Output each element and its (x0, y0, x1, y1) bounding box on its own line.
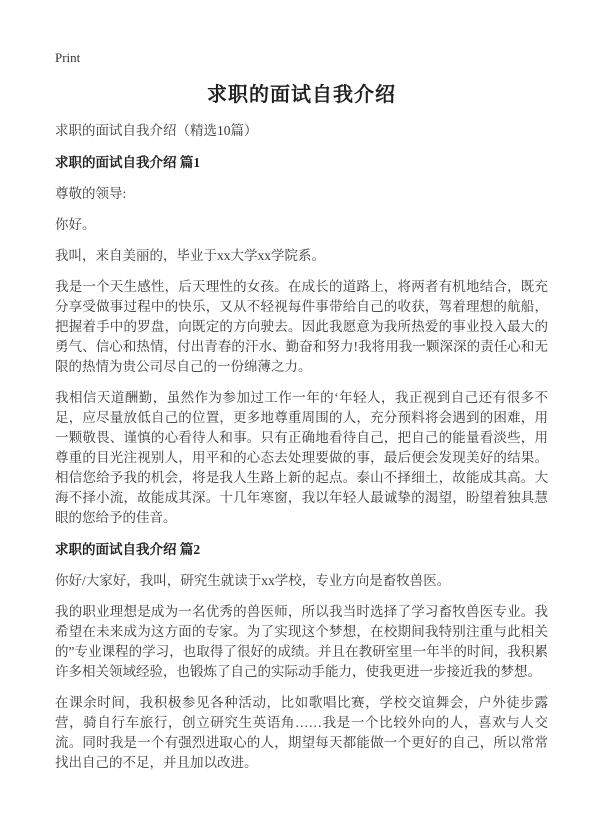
print-link[interactable]: Print (55, 50, 81, 65)
paragraph-salutation: 尊敬的领导: (55, 186, 127, 201)
subtitle: 求职的面试自我介绍（精选10篇） (55, 123, 258, 138)
paragraph-body: 在课余时间，我积极参见各种活动，比如歌唱比赛，学校交谊舞会，户外徒步露营，骑自行车旅行，创立研究生英语角……我是一个比较外向的人，喜欢与人交流。同时我是一个有强烈进取心的人，期望每天都能做一个更好的自己，所以常常找出自己的不足，并且加以改进。 (55, 695, 548, 770)
paragraph-greeting: 你好。 (55, 217, 96, 232)
section-1-heading: 求职的面试自我介绍 篇1 (55, 155, 201, 170)
paragraph-intro: 我叫，来自美丽的，毕业于xx大学xx学院系。 (55, 248, 325, 263)
paragraph-body: 我的职业理想是成为一名优秀的兽医师，所以我当时选择了学习畜牧兽医专业。我希望在未来成为这方面的专家。为了实现这个梦想，在校期间我特别注重与此相关的”专业课程的学习，也取得了很好的成绩。并且在教研室里一年半的时间，我积累许多相关领域经验，也锻炼了自己的实际动手能力，使我更进一步接近我的梦想。 (55, 604, 548, 679)
paragraph-body: 我是一个天生感性，后天理性的女孩。在成长的道路上，将两者有机地结合，既充分享受做事过程中的快乐，又从不轻视每件事带给自己的收获，驾着理想的航船，把握着手中的罗盘，向既定的方向驶去。因此我愿意为我所热爱的事业投入最大的勇气、信心和热情，付出青春的汗水、勤奋和努力!我将用我一颗深深的责任心和无限的热情为贵公司尽自己的一份绵薄之力。 (55, 279, 548, 374)
paragraph-intro: 你好/大家好，我叫，研究生就读于xx学校，专业方向是畜牧兽医。 (55, 573, 451, 588)
section-2-heading: 求职的面试自我介绍 篇2 (55, 542, 201, 557)
paragraph-body: 我相信天道酬勤，虽然作为参加过工作一年的‘年轻人，我正视到自己还有很多不足，应尽量放低自己的位置，更多地尊重周围的人，充分预料将会遇到的困难，用一颗敬畏、谨慎的心看待人和事。只有正确地看待自己，把自己的能量看淡些，用尊重的目光注视别人，用平和的心态去处理要做的事，最后便会发现美好的结果。相信您给予我的机会，将是我人生路上新的起点。泰山不择细土，故能成其高。大海不择小流，故能成其深。十几年寒窗，我以年轻人最诚挚的渴望，盼望着独具慧眼的您给予的佳音。 (55, 390, 548, 525)
page-title: 求职的面试自我介绍 (207, 84, 396, 106)
